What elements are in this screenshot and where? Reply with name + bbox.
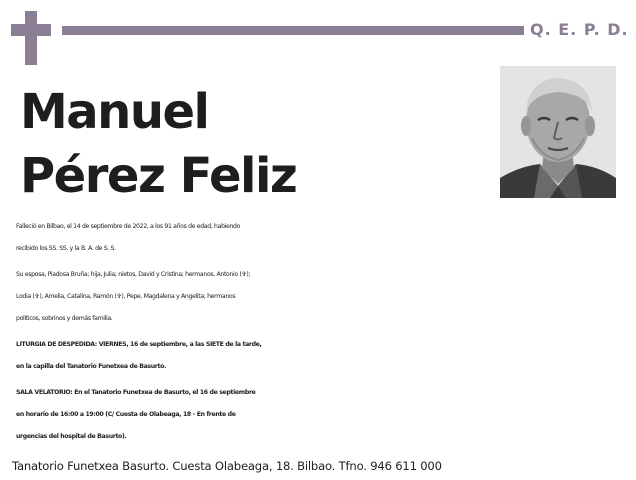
text-line: Falleció en Bilbao, el 14 de septiembre de 2022, a los 91 años de edad, habiendo [16, 223, 241, 230]
text-line: urgencias del hospital de Basurto). [16, 433, 127, 440]
wake-room-details-text [16, 382, 622, 448]
text-line: políticos, sobrinos y demás familia. [16, 315, 113, 322]
text-line: LITURGIA DE DESPEDIDA: VIERNES, 16 de septiembre, a las SIETE de la tarde, [16, 341, 262, 348]
family-mourners-text [16, 264, 622, 330]
text-line: en horario de 16:00 a 19:00 (C/ Cuesta de Olabeaga, 18 - En frente de [16, 411, 236, 418]
text-line: recibido los SS. SS. y la B. A. de S. S. [16, 245, 116, 252]
qepd-heading: Q. E. P. D. [530, 20, 629, 39]
deceased-portrait-photo [500, 66, 616, 198]
liturgy-details-text [16, 334, 622, 378]
text-line: Su esposa, Piadosa Bruña; hija, Julia; nietos, David y Cristina; hermanos, Antonio (✞); [16, 271, 251, 278]
deceased-first-name: Manuel [20, 84, 209, 140]
text-line: SALA VELATORIO: En el Tanatorio Funetxea de Basurto, el 16 de septiembre [16, 389, 256, 396]
funeral-home-footer: Tanatorio Funetxea Basurto. Cuesta Olabeaga, 18. Bilbao. Tfno. 946 611 000 [12, 459, 442, 473]
header-divider-band [62, 26, 524, 35]
text-line: Lodia (✞), Amelia, Catalina, Ramón (✞), Pepe, Magdalena y Angelita; hermanos [16, 293, 236, 300]
deceased-last-name: Pérez Feliz [20, 148, 297, 204]
text-line: en la capilla del Tanatorio Funetxea de Basurto. [16, 363, 167, 370]
death-announcement-text [16, 216, 622, 260]
